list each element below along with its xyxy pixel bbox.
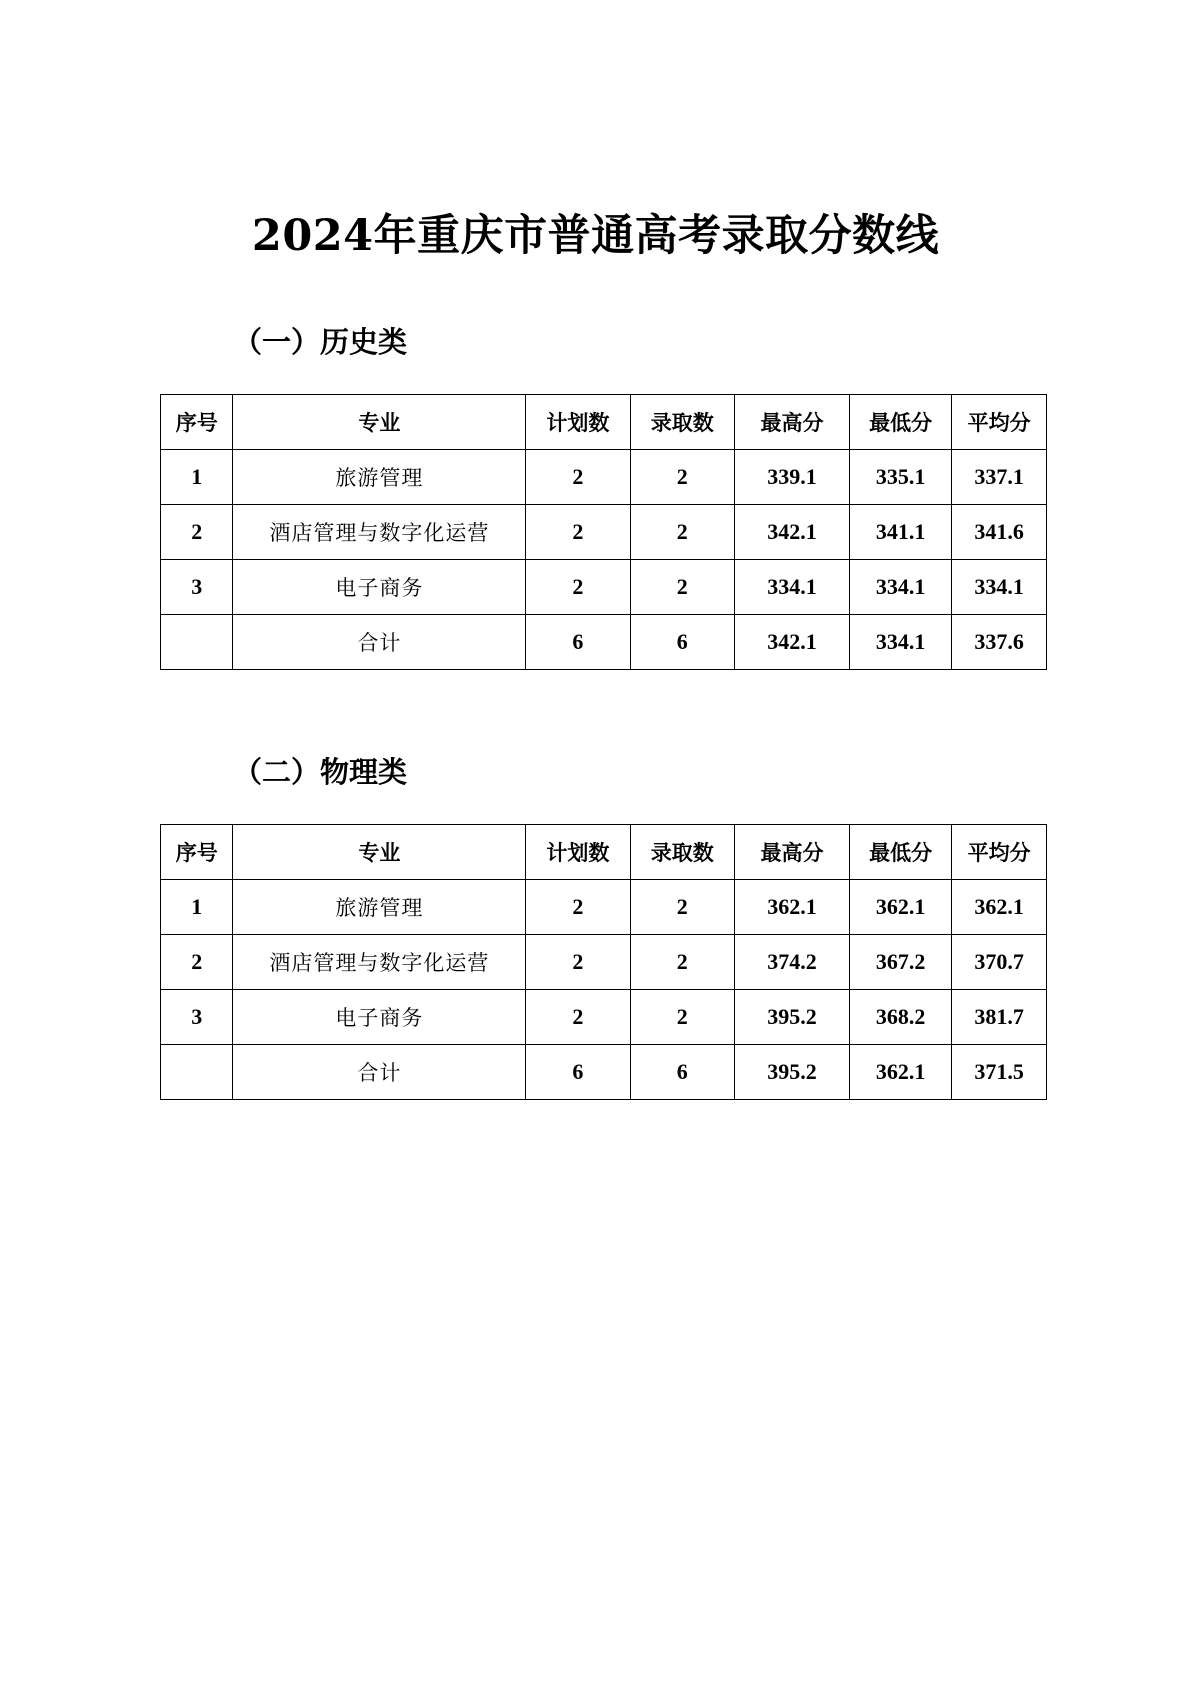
cell-plan: 6 <box>526 615 630 670</box>
cell-max: 334.1 <box>734 560 849 615</box>
cell-no: 3 <box>161 990 233 1045</box>
cell-avg: 381.7 <box>952 990 1047 1045</box>
cell-admitted: 2 <box>630 505 734 560</box>
cell-no: 2 <box>161 505 233 560</box>
cell-major: 旅游管理 <box>233 880 526 935</box>
column-header-max: 最高分 <box>734 395 849 450</box>
column-header-major: 专业 <box>233 395 526 450</box>
cell-admitted: 6 <box>630 1045 734 1100</box>
cell-major: 酒店管理与数字化运营 <box>233 935 526 990</box>
cell-max: 395.2 <box>734 1045 849 1100</box>
table-total-row <box>161 1045 1047 1100</box>
column-header-admitted: 录取数 <box>630 395 734 450</box>
cell-admitted: 2 <box>630 935 734 990</box>
cell-no <box>161 615 233 670</box>
cell-plan: 2 <box>526 505 630 560</box>
cell-major: 旅游管理 <box>233 450 526 505</box>
column-header-major: 专业 <box>233 825 526 880</box>
cell-major: 电子商务 <box>233 990 526 1045</box>
cell-max: 339.1 <box>734 450 849 505</box>
cell-max: 395.2 <box>734 990 849 1045</box>
cell-no: 1 <box>161 880 233 935</box>
cell-max: 342.1 <box>734 505 849 560</box>
table-row <box>161 990 1047 1045</box>
cell-plan: 2 <box>526 935 630 990</box>
cell-avg: 371.5 <box>952 1045 1047 1100</box>
column-header-min: 最低分 <box>849 825 951 880</box>
cell-avg: 362.1 <box>952 880 1047 935</box>
cell-plan: 2 <box>526 990 630 1045</box>
column-header-plan: 计划数 <box>526 825 630 880</box>
cell-major: 酒店管理与数字化运营 <box>233 505 526 560</box>
cell-avg: 337.1 <box>952 450 1047 505</box>
cell-min: 368.2 <box>849 990 951 1045</box>
table-header-row <box>161 825 1047 880</box>
column-header-plan: 计划数 <box>526 395 630 450</box>
column-header-avg: 平均分 <box>952 395 1047 450</box>
column-header-admitted: 录取数 <box>630 825 734 880</box>
column-header-min: 最低分 <box>849 395 951 450</box>
table-row <box>161 560 1047 615</box>
cell-min: 335.1 <box>849 450 951 505</box>
cell-admitted: 2 <box>630 450 734 505</box>
cell-admitted: 6 <box>630 615 734 670</box>
cell-admitted: 2 <box>630 880 734 935</box>
cell-no: 1 <box>161 450 233 505</box>
cell-plan: 2 <box>526 880 630 935</box>
cell-avg: 370.7 <box>952 935 1047 990</box>
cell-plan: 2 <box>526 450 630 505</box>
column-header-no: 序号 <box>161 825 233 880</box>
table-row <box>161 450 1047 505</box>
cell-plan: 6 <box>526 1045 630 1100</box>
cell-min: 362.1 <box>849 1045 951 1100</box>
cell-max: 362.1 <box>734 880 849 935</box>
section-heading-history: （一）历史类 <box>233 325 408 359</box>
cell-avg: 341.6 <box>952 505 1047 560</box>
cell-admitted: 2 <box>630 990 734 1045</box>
cell-max: 374.2 <box>734 935 849 990</box>
table-total-row <box>161 615 1047 670</box>
cell-plan: 2 <box>526 560 630 615</box>
cell-avg: 337.6 <box>952 615 1047 670</box>
cell-no: 3 <box>161 560 233 615</box>
column-header-avg: 平均分 <box>952 825 1047 880</box>
cell-major: 电子商务 <box>233 560 526 615</box>
cell-major: 合计 <box>233 1045 526 1100</box>
physics-score-table <box>160 824 1047 1100</box>
section-heading-physics: （二）物理类 <box>233 755 408 789</box>
table-row <box>161 880 1047 935</box>
cell-admitted: 2 <box>630 560 734 615</box>
cell-min: 362.1 <box>849 880 951 935</box>
table-row <box>161 505 1047 560</box>
cell-major: 合计 <box>233 615 526 670</box>
cell-avg: 334.1 <box>952 560 1047 615</box>
cell-no: 2 <box>161 935 233 990</box>
table-row <box>161 935 1047 990</box>
cell-min: 334.1 <box>849 560 951 615</box>
column-header-no: 序号 <box>161 395 233 450</box>
cell-min: 367.2 <box>849 935 951 990</box>
column-header-max: 最高分 <box>734 825 849 880</box>
cell-no <box>161 1045 233 1100</box>
document-title: 2024年重庆市普通高考录取分数线 <box>251 211 940 261</box>
cell-min: 341.1 <box>849 505 951 560</box>
cell-min: 334.1 <box>849 615 951 670</box>
history-score-table <box>160 394 1047 670</box>
table-header-row <box>161 395 1047 450</box>
cell-max: 342.1 <box>734 615 849 670</box>
